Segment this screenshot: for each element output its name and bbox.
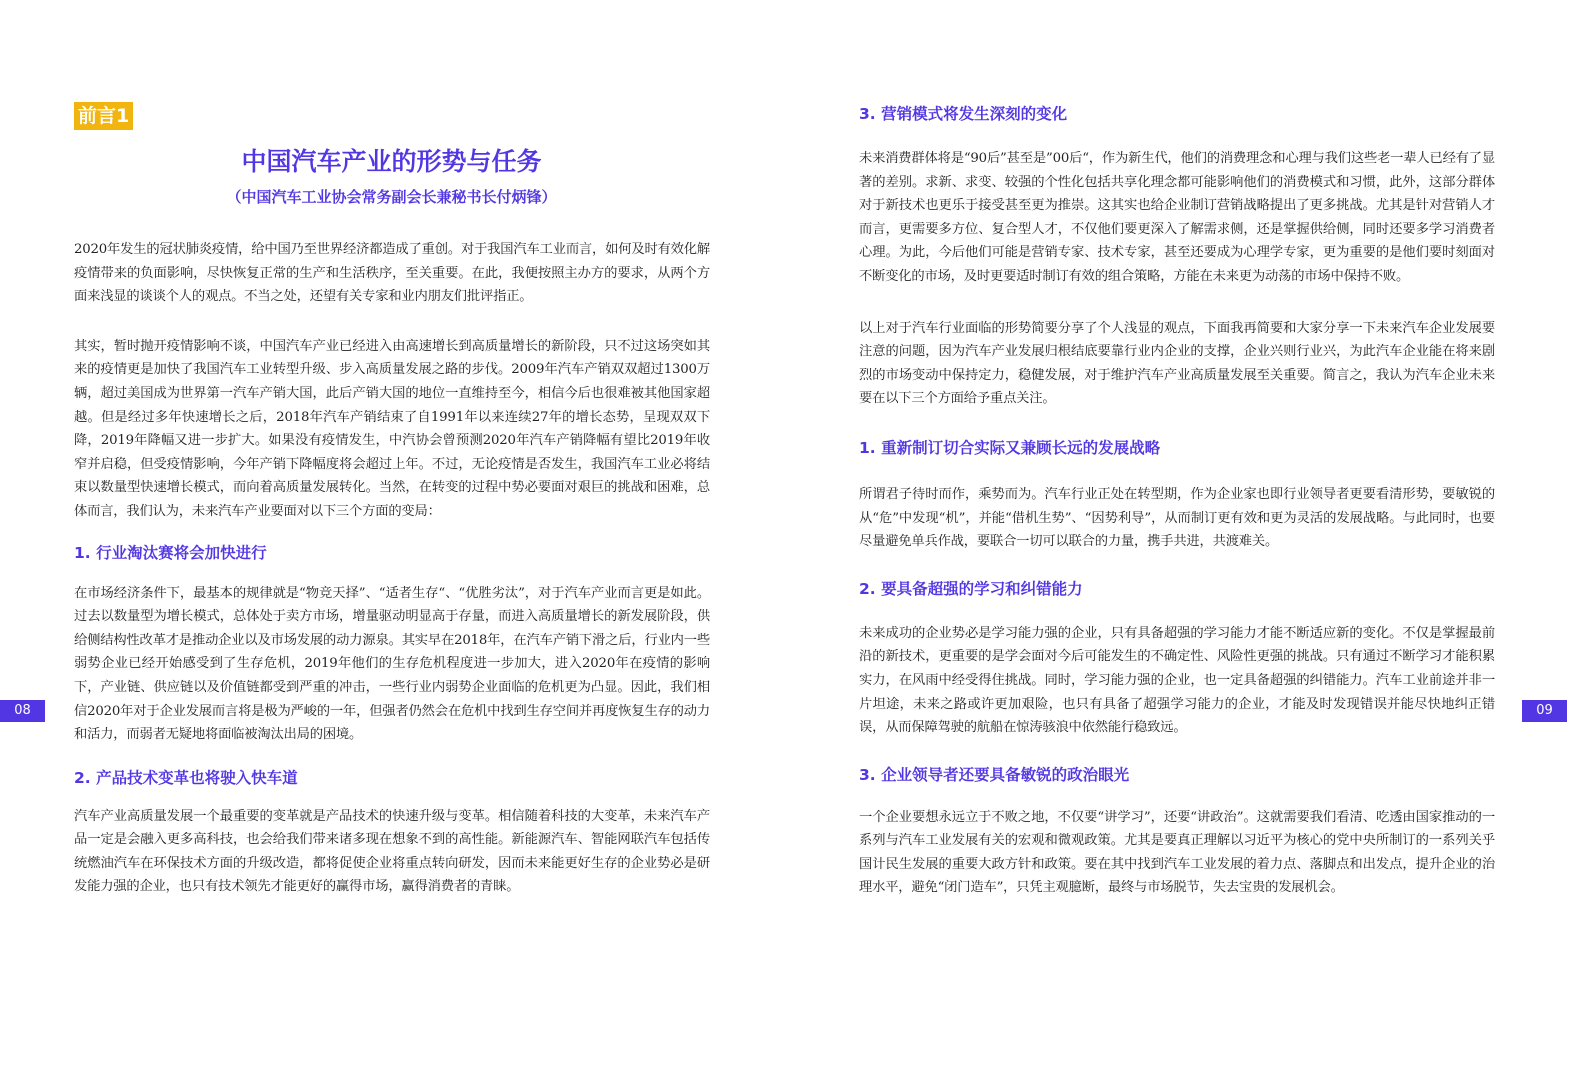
paragraph: 以上对于汽车行业面临的形势简要分享了个人浅显的观点，下面我再简要和大家分享一下未来汽车企业发展要注意的问题，因为汽车产业发展归根结底要靠行业内企业的支撑，企业兴则行业兴，为此汽车企业能在将来剧烈的市场变动中保持定力，稳健发展，对于维护汽车产业高质量发展至关重要。简言之，我认为汽车企业未来要在以下三个方面给予重点关注。 bbox=[859, 320, 1495, 407]
section-heading: 2. 产品技术变革也将驶入快车道 bbox=[74, 768, 298, 787]
section-heading: 1. 重新制订切合实际又兼顾长远的发展战略 bbox=[859, 438, 1161, 457]
paragraph: 所谓君子待时而作，乘势而为。汽车行业正处在转型期，作为企业家也即行业领导者更要看清形势，要敏锐的从“危”中发现“机”，并能“借机生势”、“因势利导”，从而制订更有效和更为灵活的发展战略。与此同时，也要尽量避免单兵作战，要联合一切可以联合的力量，携手共进，共渡难关。 bbox=[859, 486, 1495, 550]
paragraph: 一个企业要想永远立于不败之地，不仅要“讲学习”，还要“讲政治”。这就需要我们看清、吃透由国家推动的一系列与汽车工业发展有关的宏观和微观政策。尤其是要真正理解以习近平为核心的党中央所制订的一系列关乎国计民生发展的重要大政方针和政策。要在其中找到汽车工业发展的着力点、落脚点和出发点，提升企业的治理水平，避免“闭门造车”，只凭主观臆断，最终与市场脱节，失去宝贵的发展机会。 bbox=[859, 809, 1495, 896]
right-column bbox=[859, 103, 1495, 900]
paragraph: 未来成功的企业势必是学习能力强的企业，只有具备超强的学习能力才能不断适应新的变化。不仅是掌握最前沿的新技术，更重要的是学会面对今后可能发生的不确定性、风险性更强的挑战。只有通过不断学习才能积累实力，在风雨中经受得住挑战。同时，学习能力强的企业，也一定具备超强的纠错能力。汽车工业前途并非一片坦途，未来之路或许更加艰险，也只有具备了超强学习能力的企业，才能及时发现错误并能尽快地纠正错误，从而保障驾驶的航船在惊涛骇浪中依然能行稳致远。 bbox=[859, 625, 1495, 736]
paragraph: 在市场经济条件下，最基本的规律就是“物竞天择”、“适者生存“、“优胜劣汰”，对于汽车产业而言更是如此。过去以数量型为增长模式，总体处于卖方市场，增量驱动明显高于存量，而进入高质量增长的新发展阶段，供给侧结构性改革才是推动企业以及市场发展的动力源泉。其实早在2018年，在汽车产销下滑之后，行业内一些弱势企业已经开始感受到了生存危机，2019年他们的生存危机程度进一步加大，进入2020年在疫情的影响下，产业链、供应链以及价值链都受到严重的冲击，一些行业内弱势企业面临的危机更为凸显。因此，我们相信2020年对于企业发展而言将是极为严峻的一年，但强者仍然会在危机中找到生存空间并再度恢复生存的动力和活力，而弱者无疑地将面临被淘汰出局的困境。 bbox=[74, 585, 710, 743]
section-heading: 2. 要具备超强的学习和纠错能力 bbox=[859, 579, 1083, 598]
article-title: 中国汽车产业的形势与任务 bbox=[241, 147, 542, 176]
article-subtitle: （中国汽车工业协会常务副会长兼秘书长付炳锋） bbox=[226, 188, 557, 206]
paragraph: 未来消费群体将是“90后”甚至是”00后“，作为新生代，他们的消费理念和心理与我们这些老一辈人已经有了显著的差别。求新、求变、较强的个性化包括共享化理念都可能影响他们的消费模式和习惯，此外，这部分群体对于新技术也更乐于接受甚至更为推崇。这其实也给企业制订营销战略提出了更多挑战。尤其是针对营销人才而言，更需要多方位、复合型人才，不仅他们要更深入了解需求侧，还是掌握供给侧，同时还要多学习消费者心理。为此，今后他们可能是营销专家、技术专家，甚至还要成为心理学专家，更为重要的是他们要时刻面对不断变化的市场，及时更要适时制订有效的组合策略，方能在未来更为动荡的市场中保持不败。 bbox=[859, 151, 1495, 284]
section-heading: 3. 营销模式将发生深刻的变化 bbox=[859, 105, 1068, 123]
left-column bbox=[74, 238, 710, 899]
page-number: 08 bbox=[0, 700, 45, 722]
paragraph: 2020年发生的冠状肺炎疫情，给中国乃至世界经济都造成了重创。对于我国汽车工业而言，如何及时有效化解疫情带来的负面影响，尽快恢复正常的生产和生活秩序，至关重要。在此，我便按照主办方的要求，从两个方面来浅显的谈谈个人的观点。不当之处，还望有关专家和业内朋友们批评指正。 bbox=[74, 242, 710, 305]
section-heading: 3. 企业领导者还要具备敏锐的政治眼光 bbox=[859, 765, 1130, 784]
page-number: 09 bbox=[1522, 700, 1567, 722]
paragraph: 其实，暂时抛开疫情影响不谈，中国汽车产业已经进入由高速增长到高质量增长的新阶段，只不过这场突如其来的疫情更是加快了我国汽车工业转型升级、步入高质量发展之路的步伐。2009年汽车产销双双超过1300万辆，超过美国成为世界第一汽车产销大国，此后产销大国的地位一直维持至今，相信今后也很难被其他国家超越。但是经过多年快速增长之后，2018年汽车产销结束了自1991年以来连续27年的增长态势，呈现双双下降，2019年降幅又进一步扩大。如果没有疫情发生，中汽协会曾预测2020年汽车产销降幅有望比2019年收窄并启稳，但受疫情影响，今年产销下降幅度将会超过上年。不过，无论疫情是否发生，我国汽车工业必将结束以数量型快速增长模式，而向着高质量发展转化。当然，在转变的过程中势必要面对艰巨的挑战和困难，总体而言，我们认为，未来汽车产业要面对以下三个方面的变局： bbox=[74, 338, 710, 519]
preface-badge: 前言1 bbox=[74, 102, 133, 130]
right-page bbox=[794, 0, 1587, 1077]
section-heading: 1. 行业淘汰赛将会加快进行 bbox=[74, 543, 267, 562]
left-page bbox=[0, 0, 793, 1077]
paragraph: 汽车产业高质量发展一个最重要的变革就是产品技术的快速升级与变革。相信随着科技的大变革，未来汽车产品一定是会融入更多高科技，也会给我们带来诸多现在想象不到的高性能。新能源汽车、智能网联汽车包括传统燃油汽车在环保技术方面的升级改造，都将促使企业将重点转向研发，因而未来能更好生存的企业势必是研发能力强的企业，也只有技术领先才能更好的赢得市场，赢得消费者的青睐。 bbox=[74, 808, 710, 895]
